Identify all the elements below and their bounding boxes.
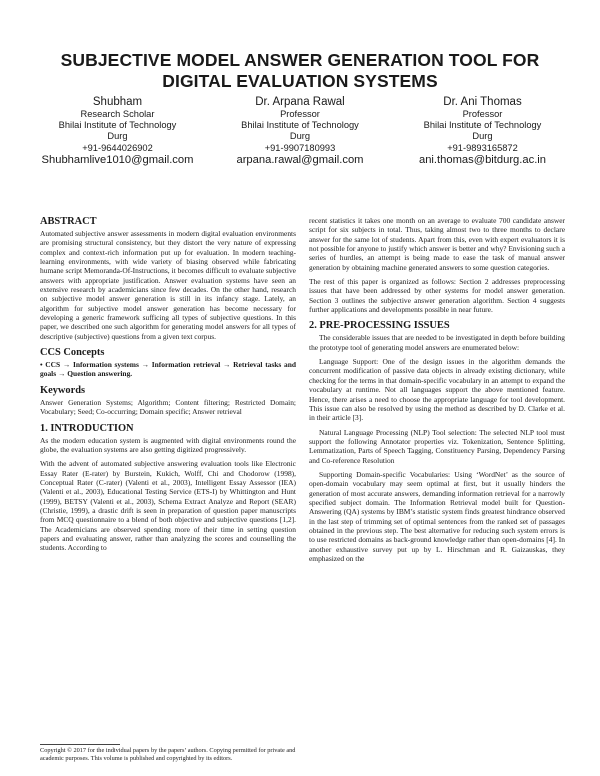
author-phone: +91-9644026902	[82, 142, 153, 153]
body-paragraph: recent statistics it takes one month on an average to evaluate 700 candidate answer script for six subjects in total. Thus, taking almost two to three months to declare answer for the same lot of students. Apart from this, even with expert evaluators it is not possible for anyone to justify which answer is better and why? Envisioning such a series of hurdles, an attempt is being made to ease the task of manual answer generation by obtaining machine generated answers to some question categories.	[309, 216, 565, 272]
author-card	[30, 96, 205, 167]
author-city: Durg	[289, 131, 311, 142]
paper-title	[40, 50, 560, 92]
author-email[interactable]: arpana.rawal@gmail.com	[236, 153, 364, 166]
title-line: DIGITAL EVALUATION SYSTEMS	[162, 71, 438, 91]
author-phone: +91-9893165872	[447, 142, 518, 153]
body-paragraph: The considerable issues that are needed to be investigated in depth before building the prototype tool of generating model answers are enumerated below:	[309, 333, 565, 352]
author-block	[30, 96, 570, 167]
author-affiliation: Bhilai Institute of Technology	[241, 120, 359, 131]
left-column	[40, 216, 296, 558]
author-affiliation: Bhilai Institute of Technology	[58, 120, 177, 131]
author-role: Research Scholar	[80, 109, 155, 119]
abstract-text: Automated subjective answer assessments in modern digital evaluation environments are promising structural consistency, but they distort the very nature of expressing complex and context-rich information put up for evaluation. In modern teaching-learning environments, with wide variety of biasing observed while fabricating humane script Memoranda-Of-Instructions, it becomes difficult to evaluate subjective answers with appropriate justification. Answer evaluation systems have seen an extensive research by academicians since few decades. On the other hand, research on subjective model answer generation is still in its infancy stage. Lately, an algorithm for subjective model answer generation has become necessary for developing a generic framework sufficing all types of subjective questions. In this paper, we described one such algorithm for generating model answers for all types of descriptive (subjective) questions from a given text corpus.	[40, 229, 296, 341]
author-card	[213, 96, 388, 167]
keywords-heading: Keywords	[40, 384, 86, 396]
author-role: Professor	[462, 109, 503, 119]
keywords-text: Answer Generation Systems; Algorithm; Content filtering; Restricted Domain; Vocabulary; Seed; Co-occurring; Domain specific; Answer retrieval	[40, 397, 296, 417]
intro-heading: 1. INTRODUCTION	[40, 422, 134, 434]
footnote-rule	[40, 744, 120, 745]
author-card	[395, 96, 570, 167]
body-paragraph: Natural Language Processing (NLP) Tool selection: The selected NLP tool must support the following Annotator properties viz. Tokenization, Sentence Splitting, Lemmatization, Parts of Speech Tagging, Constituency Parsing, Dependency Parsing and Co-reference Resolution	[309, 427, 565, 465]
author-affiliation: Bhilai Institute of Technology	[423, 120, 542, 131]
abstract-heading: ABSTRACT	[40, 216, 97, 227]
author-email[interactable]: ani.thomas@bitdurg.ac.in	[418, 153, 547, 166]
body-paragraph: Supporting Domain-specific Vocabularies: Using ‘WordNet’ as the source of open-domain vocabulary may seem optimal at first, but it usually hinders the generation of most accurate answers, demanding information retrieval for a narrowly specified subject domain. The Information Retrieval model built for Question-Answering (QA) systems by IBM’s statistic system finds greatest hindrance observed in the last step of trimming set of optimal sentences from the ranked set of passages obtained in the previous step. The best alternative for reducing such system errors is to use restricted domains as back-ground knowledge rather than open-domains [4]. In another exhaustive survey put up by L. Hirschman and R. Gaizauskas, they emphasized on the	[309, 469, 565, 563]
ccs-text: • CCS → Information systems → Information retrieval → Retrieval tasks and goals → Question answering.	[40, 360, 296, 379]
author-email[interactable]: Shubhamlive1010@gmail.com	[41, 153, 194, 166]
right-column	[309, 216, 565, 568]
body-paragraph: Language Support: One of the design issues in the algorithm demands the concurrent modification of passive data objects in already existing dictionary, while checking for the terms in that domain-specific vocabulary in an attempt to expand the vocabulary at runtime. Not all languages support the above mentioned feature. Hence, there arises a need to choose the appropriate language for tool development. This issue can also be resolved by using the method as described by D. Clarke et al. in their article [3].	[309, 357, 565, 423]
author-name: Dr. Ani Thomas	[443, 96, 522, 108]
author-city: Durg	[472, 131, 493, 142]
intro-paragraph: As the modern education system is augmented with digital environments round the globe, the evaluation systems are also getting digitized progressively.	[40, 435, 296, 454]
title-line: SUBJECTIVE MODEL ANSWER GENERATION TOOL FOR	[60, 50, 540, 70]
author-role: Professor	[280, 109, 320, 119]
intro-paragraph: With the advent of automated subjective answering evaluation tools like Electronic Essay Rater (E-rater) by Burstein, Kukich, Wolff, Chi and Chodorow (1998), Conceptual Rater (C-rater) (Valenti et al., 2003), Intelligent Essay Assessor (IEA) (Valenti et al., 2003), Educational Testing Service (ETS-I) by Whittington and Hunt (1999), BETSY (Valenti et al., 2003), Schema Extract Analyze and Report (SEAR) (Christie, 1999), a drastic drift is seen in preparation of question paper manuscripts from MCQ questionnaire to a blend of both objective and subjective questions [1,2]. The Academicians are observed spending more of their time in setting question papers and evaluating answer, rather than analyzing the scores and counselling the students. According to	[40, 459, 296, 553]
author-name: Shubham	[92, 96, 143, 108]
author-city: Durg	[107, 131, 128, 142]
copyright-notice: Copyright © 2017 for the individual papers by the papers’ authors. Copying permitted for private and academic purposes. This volume is published and copyrighted by its editors.	[40, 747, 296, 762]
section-heading: 2. PRE-PROCESSING ISSUES	[309, 320, 450, 332]
author-phone: +91-9907180993	[264, 142, 336, 153]
body-paragraph: The rest of this paper is organized as follows: Section 2 addresses preprocessing issues that have been addressed by other systems for model answer generation. Section 3 outlines the subjective answer generation algorithm. Section 4 suggests further applications and developments possible in near future.	[309, 277, 565, 315]
author-name: Dr. Arpana Rawal	[255, 96, 345, 108]
ccs-heading: CCS Concepts	[40, 347, 105, 359]
